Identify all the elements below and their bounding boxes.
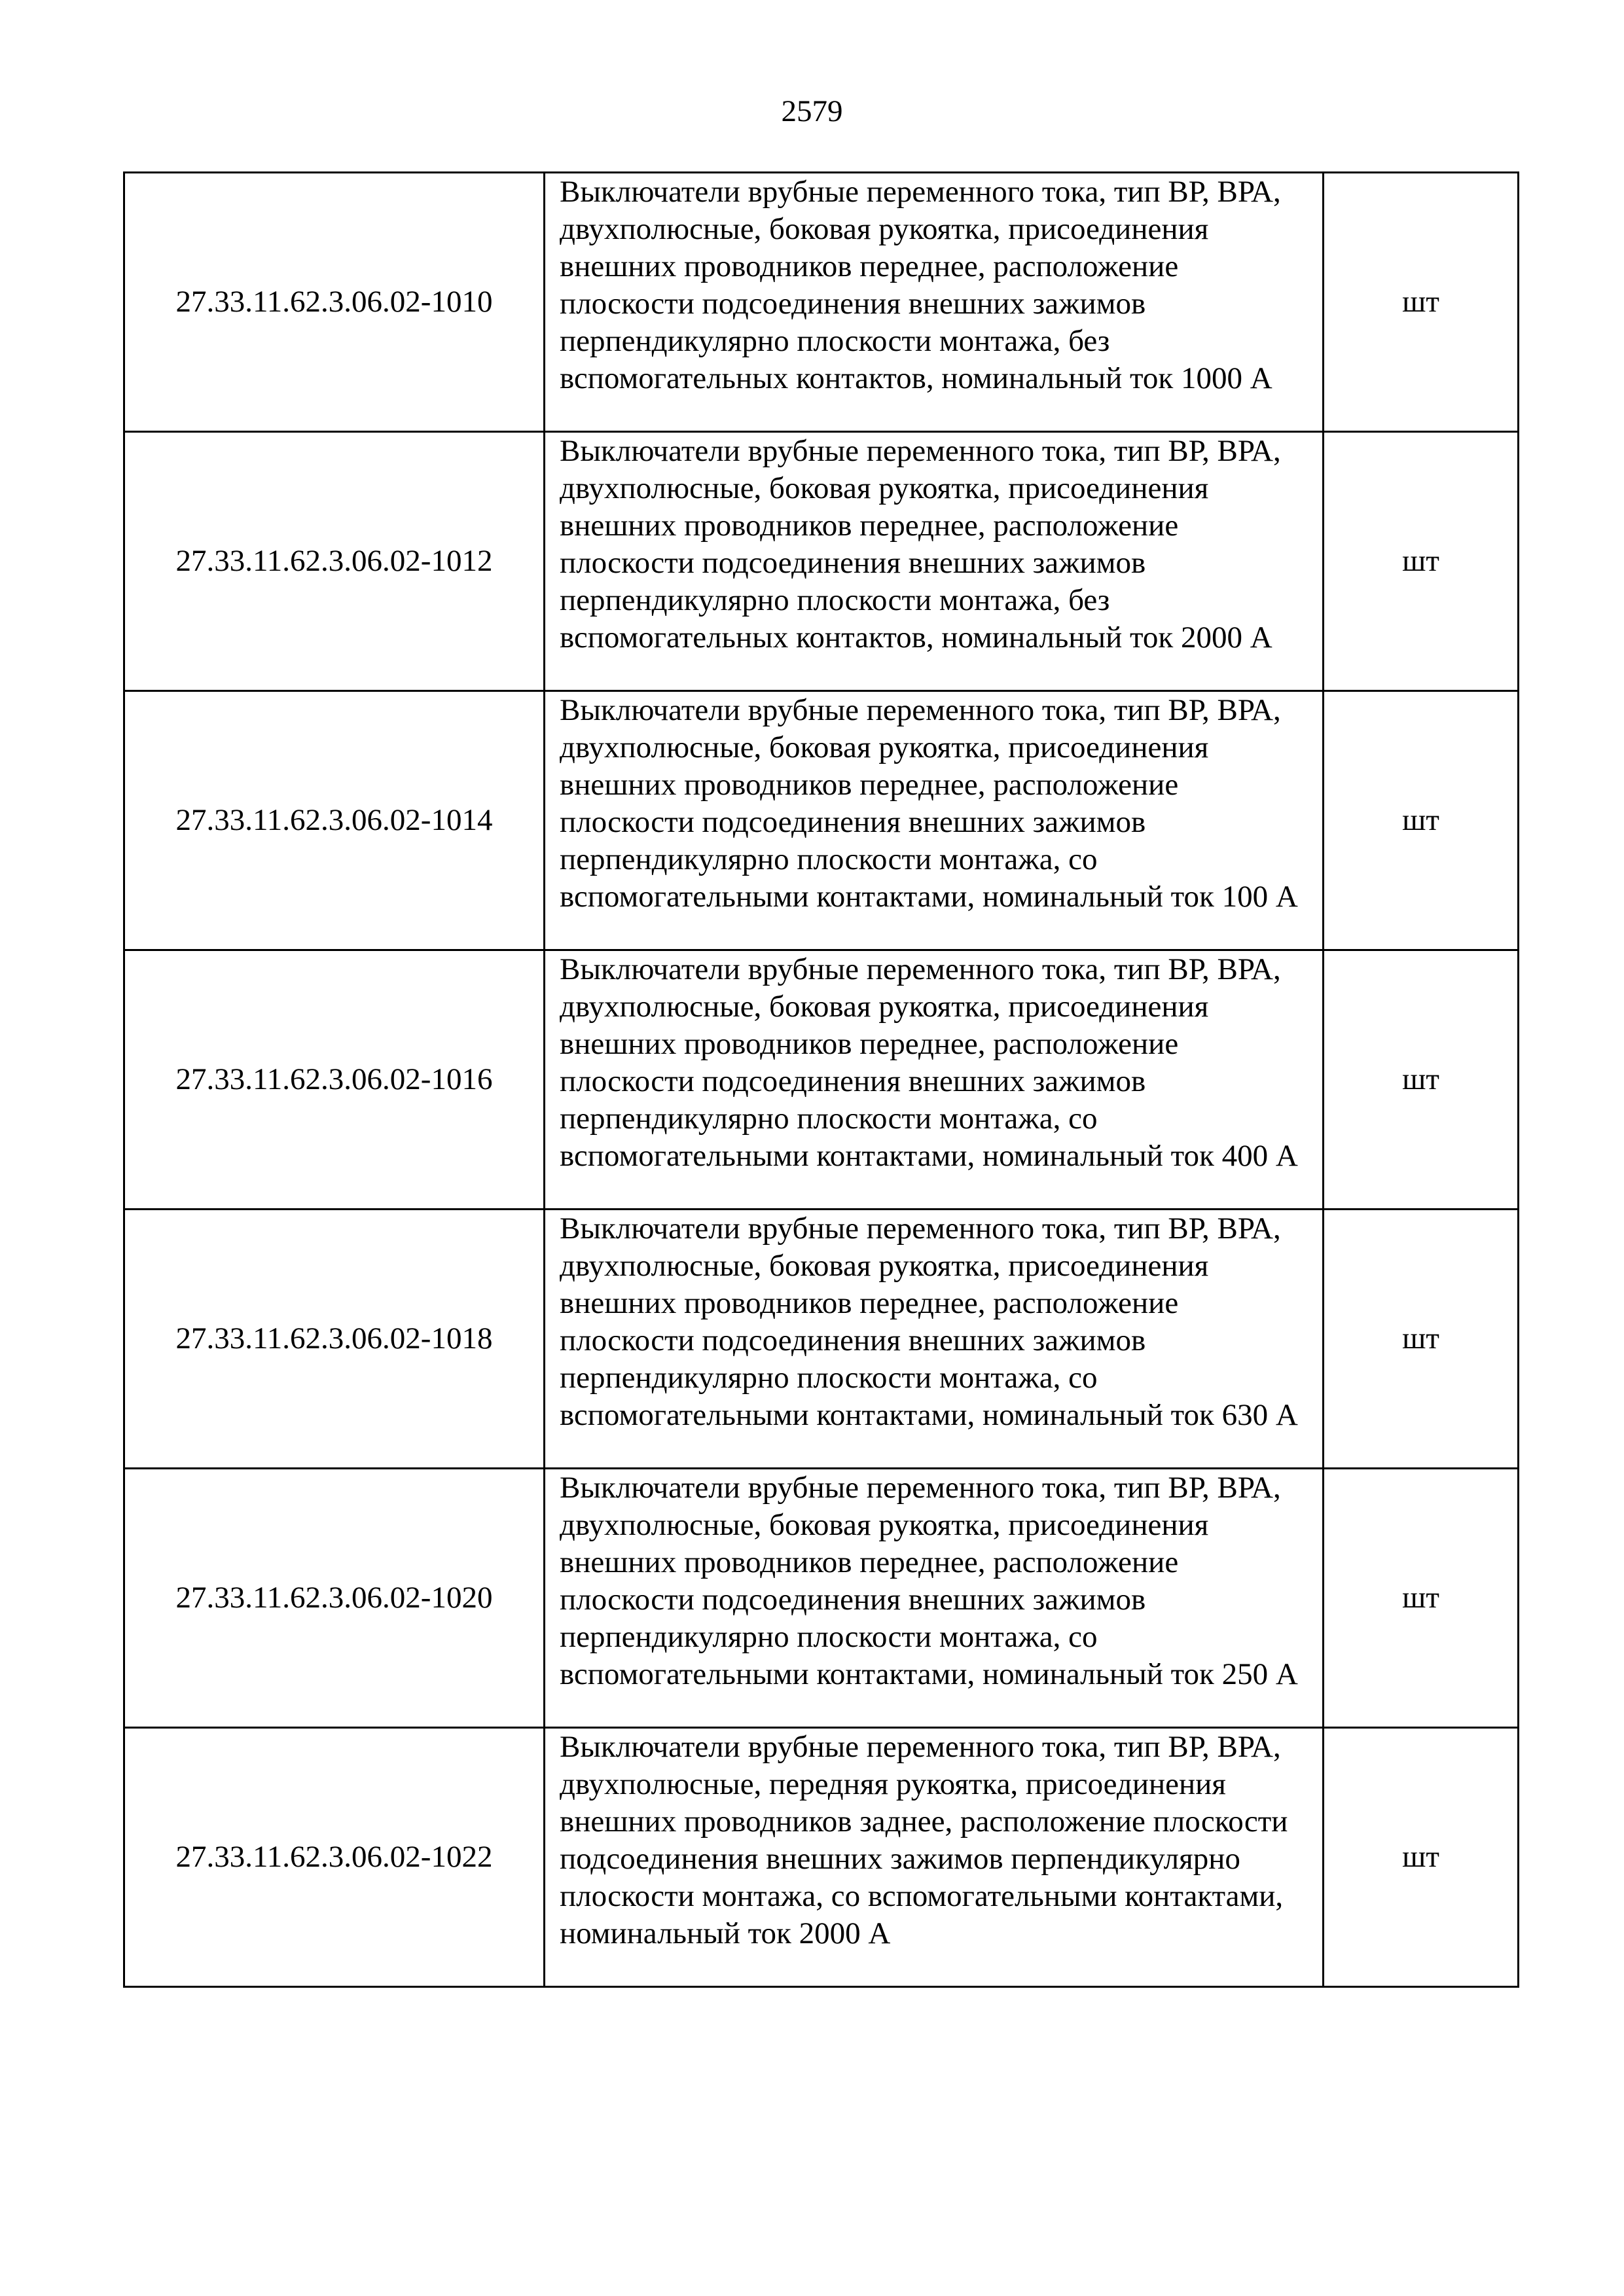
page-number: 2579 — [781, 94, 843, 128]
item-description: Выключатели врубные переменного тока, тип ВР, ВРА, двухполюсные, боковая рукоятка, присоединения внешних проводников переднее, расположение плоскости подсоединения внешних зажимов перпендикулярно плоскости монтажа, со вспомогательными контактами, номинальный ток 400 А — [545, 950, 1324, 1210]
item-unit: шт — [1324, 173, 1519, 432]
item-unit: шт — [1324, 1728, 1519, 1987]
table-row — [124, 1210, 1519, 1469]
item-unit: шт — [1324, 432, 1519, 691]
item-code: 27.33.11.62.3.06.02-1010 — [124, 173, 545, 432]
table-row — [124, 950, 1519, 1210]
item-code: 27.33.11.62.3.06.02-1016 — [124, 950, 545, 1210]
item-code: 27.33.11.62.3.06.02-1018 — [124, 1210, 545, 1469]
item-code: 27.33.11.62.3.06.02-1014 — [124, 691, 545, 950]
item-code: 27.33.11.62.3.06.02-1012 — [124, 432, 545, 691]
table-row — [124, 432, 1519, 691]
table-row — [124, 1469, 1519, 1728]
item-unit: шт — [1324, 691, 1519, 950]
item-description: Выключатели врубные переменного тока, тип ВР, ВРА, двухполюсные, боковая рукоятка, присоединения внешних проводников переднее, расположение плоскости подсоединения внешних зажимов перпендикулярно плоскости монтажа, со вспомогательными контактами, номинальный ток 100 А — [545, 691, 1324, 950]
catalog-table — [123, 171, 1519, 1988]
item-code: 27.33.11.62.3.06.02-1020 — [124, 1469, 545, 1728]
item-description: Выключатели врубные переменного тока, тип ВР, ВРА, двухполюсные, боковая рукоятка, присоединения внешних проводников переднее, расположение плоскости подсоединения внешних зажимов перпендикулярно плоскости монтажа, со вспомогательными контактами, номинальный ток 630 А — [545, 1210, 1324, 1469]
table-row — [124, 1728, 1519, 1987]
item-code: 27.33.11.62.3.06.02-1022 — [124, 1728, 545, 1987]
item-unit: шт — [1324, 1469, 1519, 1728]
item-unit: шт — [1324, 950, 1519, 1210]
table-row — [124, 173, 1519, 432]
item-unit: шт — [1324, 1210, 1519, 1469]
item-description: Выключатели врубные переменного тока, тип ВР, ВРА, двухполюсные, боковая рукоятка, присоединения внешних проводников переднее, расположение плоскости подсоединения внешних зажимов перпендикулярно плоскости монтажа, со вспомогательными контактами, номинальный ток 250 А — [545, 1469, 1324, 1728]
item-description: Выключатели врубные переменного тока, тип ВР, ВРА, двухполюсные, боковая рукоятка, присоединения внешних проводников переднее, расположение плоскости подсоединения внешних зажимов перпендикулярно плоскости монтажа, без вспомогательных контактов, номинальный ток 2000 А — [545, 432, 1324, 691]
item-description: Выключатели врубные переменного тока, тип ВР, ВРА, двухполюсные, передняя рукоятка, присоединения внешних проводников заднее, расположение плоскости подсоединения внешних зажимов перпендикулярно плоскости монтажа, со вспомогательными контактами, номинальный ток 2000 А — [545, 1728, 1324, 1987]
table-row — [124, 691, 1519, 950]
item-description: Выключатели врубные переменного тока, тип ВР, ВРА, двухполюсные, боковая рукоятка, присоединения внешних проводников переднее, расположение плоскости подсоединения внешних зажимов перпендикулярно плоскости монтажа, без вспомогательных контактов, номинальный ток 1000 А — [545, 173, 1324, 432]
